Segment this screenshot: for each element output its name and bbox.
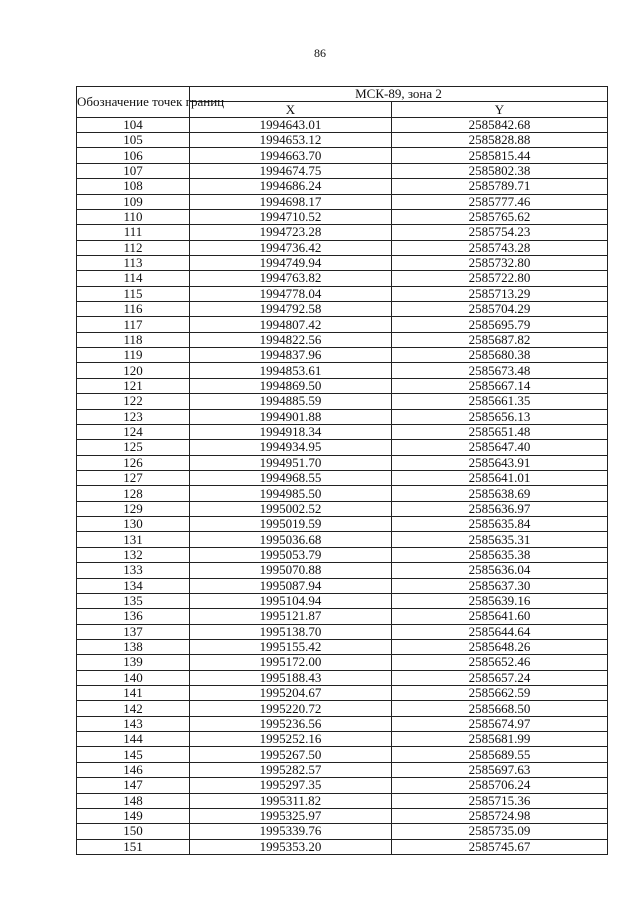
y-coordinate-cell: 2585638.69 xyxy=(392,486,608,501)
y-coordinate-cell: 2585674.97 xyxy=(392,716,608,731)
point-id-cell: 104 xyxy=(77,117,190,132)
y-coordinate-cell: 2585644.64 xyxy=(392,624,608,639)
y-coordinate-cell: 2585643.91 xyxy=(392,455,608,470)
table-header xyxy=(77,87,608,118)
point-id-cell: 119 xyxy=(77,348,190,363)
y-coordinate-cell: 2585656.13 xyxy=(392,409,608,424)
y-coordinate-cell: 2585754.23 xyxy=(392,225,608,240)
point-id-cell: 114 xyxy=(77,271,190,286)
y-coordinate-cell: 2585651.48 xyxy=(392,424,608,439)
point-id-cell: 136 xyxy=(77,609,190,624)
y-coordinate-cell: 2585715.36 xyxy=(392,793,608,808)
y-coordinate-cell: 2585735.09 xyxy=(392,824,608,839)
table-row xyxy=(77,470,608,485)
x-coordinate-cell: 1995339.76 xyxy=(190,824,392,839)
point-id-cell: 129 xyxy=(77,501,190,516)
x-coordinate-cell: 1994869.50 xyxy=(190,378,392,393)
point-id-cell: 128 xyxy=(77,486,190,501)
x-coordinate-cell: 1995220.72 xyxy=(190,701,392,716)
point-id-cell: 145 xyxy=(77,747,190,762)
x-coordinate-cell: 1995053.79 xyxy=(190,547,392,562)
x-coordinate-cell: 1995282.57 xyxy=(190,762,392,777)
y-column-header: Y xyxy=(392,102,608,117)
table-row xyxy=(77,117,608,132)
point-id-cell: 113 xyxy=(77,255,190,270)
table-row xyxy=(77,317,608,332)
page-number: 86 xyxy=(314,46,326,60)
point-id-cell: 149 xyxy=(77,808,190,823)
y-coordinate-cell: 2585815.44 xyxy=(392,148,608,163)
table-row xyxy=(77,547,608,562)
x-coordinate-cell: 1994853.61 xyxy=(190,363,392,378)
x-coordinate-cell: 1995104.94 xyxy=(190,593,392,608)
table-row xyxy=(77,686,608,701)
y-coordinate-cell: 2585697.63 xyxy=(392,762,608,777)
table-row xyxy=(77,363,608,378)
table-row xyxy=(77,486,608,501)
x-coordinate-cell: 1995172.00 xyxy=(190,655,392,670)
x-coordinate-cell: 1994968.55 xyxy=(190,470,392,485)
table-row xyxy=(77,286,608,301)
y-coordinate-cell: 2585689.55 xyxy=(392,747,608,762)
x-coordinate-cell: 1994698.17 xyxy=(190,194,392,209)
table-row xyxy=(77,778,608,793)
table-row xyxy=(77,179,608,194)
point-id-cell: 142 xyxy=(77,701,190,716)
point-id-cell: 134 xyxy=(77,578,190,593)
y-coordinate-cell: 2585789.71 xyxy=(392,179,608,194)
table-row xyxy=(77,194,608,209)
x-coordinate-cell: 1994822.56 xyxy=(190,332,392,347)
table-row xyxy=(77,440,608,455)
y-coordinate-cell: 2585636.04 xyxy=(392,563,608,578)
table-row xyxy=(77,762,608,777)
point-id-cell: 116 xyxy=(77,302,190,317)
point-id-cell: 107 xyxy=(77,163,190,178)
x-coordinate-cell: 1994674.75 xyxy=(190,163,392,178)
x-coordinate-cell: 1994885.59 xyxy=(190,394,392,409)
table-row xyxy=(77,624,608,639)
x-coordinate-cell: 1995188.43 xyxy=(190,670,392,685)
point-id-cell: 148 xyxy=(77,793,190,808)
point-id-cell: 122 xyxy=(77,394,190,409)
y-coordinate-cell: 2585641.01 xyxy=(392,470,608,485)
table-row xyxy=(77,501,608,516)
y-coordinate-cell: 2585641.60 xyxy=(392,609,608,624)
table-row xyxy=(77,578,608,593)
y-coordinate-cell: 2585647.40 xyxy=(392,440,608,455)
point-id-cell: 127 xyxy=(77,470,190,485)
table-row xyxy=(77,732,608,747)
table-row xyxy=(77,255,608,270)
coordinate-system-header: МСК-89, зона 2 xyxy=(190,87,608,102)
point-id-cell: 139 xyxy=(77,655,190,670)
x-coordinate-cell: 1994792.58 xyxy=(190,302,392,317)
x-coordinate-cell: 1995138.70 xyxy=(190,624,392,639)
y-coordinate-cell: 2585648.26 xyxy=(392,639,608,654)
y-coordinate-cell: 2585637.30 xyxy=(392,578,608,593)
y-coordinate-cell: 2585743.28 xyxy=(392,240,608,255)
table-row xyxy=(77,655,608,670)
point-id-cell: 110 xyxy=(77,209,190,224)
point-id-cell: 147 xyxy=(77,778,190,793)
x-coordinate-cell: 1995252.16 xyxy=(190,732,392,747)
point-id-cell: 123 xyxy=(77,409,190,424)
table-row xyxy=(77,639,608,654)
point-id-cell: 112 xyxy=(77,240,190,255)
point-id-cell: 144 xyxy=(77,732,190,747)
x-coordinate-cell: 1995155.42 xyxy=(190,639,392,654)
table-row xyxy=(77,225,608,240)
x-coordinate-cell: 1994778.04 xyxy=(190,286,392,301)
point-id-cell: 105 xyxy=(77,133,190,148)
x-coordinate-cell: 1995311.82 xyxy=(190,793,392,808)
point-id-cell: 132 xyxy=(77,547,190,562)
x-coordinate-cell: 1995087.94 xyxy=(190,578,392,593)
y-coordinate-cell: 2585802.38 xyxy=(392,163,608,178)
point-id-cell: 126 xyxy=(77,455,190,470)
y-coordinate-cell: 2585635.31 xyxy=(392,532,608,547)
x-coordinate-cell: 1994918.34 xyxy=(190,424,392,439)
x-coordinate-cell: 1994901.88 xyxy=(190,409,392,424)
point-id-cell: 146 xyxy=(77,762,190,777)
y-coordinate-cell: 2585662.59 xyxy=(392,686,608,701)
y-coordinate-cell: 2585704.29 xyxy=(392,302,608,317)
point-id-cell: 151 xyxy=(77,839,190,854)
point-id-cell: 143 xyxy=(77,716,190,731)
x-column-header: X xyxy=(190,102,392,117)
point-id-cell: 141 xyxy=(77,686,190,701)
x-coordinate-cell: 1995325.97 xyxy=(190,808,392,823)
y-coordinate-cell: 2585713.29 xyxy=(392,286,608,301)
table-row xyxy=(77,271,608,286)
table-row xyxy=(77,163,608,178)
point-id-cell: 138 xyxy=(77,639,190,654)
table-row xyxy=(77,716,608,731)
y-coordinate-cell: 2585842.68 xyxy=(392,117,608,132)
point-id-cell: 118 xyxy=(77,332,190,347)
y-coordinate-cell: 2585635.84 xyxy=(392,517,608,532)
x-coordinate-cell: 1994686.24 xyxy=(190,179,392,194)
x-coordinate-cell: 1994663.70 xyxy=(190,148,392,163)
x-coordinate-cell: 1994763.82 xyxy=(190,271,392,286)
table-row xyxy=(77,824,608,839)
point-id-cell: 131 xyxy=(77,532,190,547)
table-row xyxy=(77,133,608,148)
table-row xyxy=(77,563,608,578)
point-id-cell: 120 xyxy=(77,363,190,378)
y-coordinate-cell: 2585661.35 xyxy=(392,394,608,409)
table-row xyxy=(77,517,608,532)
table-row xyxy=(77,209,608,224)
y-coordinate-cell: 2585828.88 xyxy=(392,133,608,148)
y-coordinate-cell: 2585722.80 xyxy=(392,271,608,286)
x-coordinate-cell: 1994736.42 xyxy=(190,240,392,255)
x-coordinate-cell: 1994643.01 xyxy=(190,117,392,132)
table-row xyxy=(77,593,608,608)
table-row xyxy=(77,378,608,393)
table-body xyxy=(77,117,608,854)
y-coordinate-cell: 2585777.46 xyxy=(392,194,608,209)
y-coordinate-cell: 2585687.82 xyxy=(392,332,608,347)
x-coordinate-cell: 1995236.56 xyxy=(190,716,392,731)
point-id-cell: 106 xyxy=(77,148,190,163)
y-coordinate-cell: 2585668.50 xyxy=(392,701,608,716)
point-id-cell: 111 xyxy=(77,225,190,240)
y-coordinate-cell: 2585695.79 xyxy=(392,317,608,332)
point-id-cell: 137 xyxy=(77,624,190,639)
coordinates-table xyxy=(76,86,608,855)
table-row xyxy=(77,670,608,685)
x-coordinate-cell: 1995002.52 xyxy=(190,501,392,516)
y-coordinate-cell: 2585724.98 xyxy=(392,808,608,823)
table-row xyxy=(77,532,608,547)
point-label-header: Обозначение точек границ xyxy=(77,87,190,118)
table-row xyxy=(77,332,608,347)
table-row xyxy=(77,701,608,716)
y-coordinate-cell: 2585732.80 xyxy=(392,255,608,270)
table-row xyxy=(77,793,608,808)
point-id-cell: 150 xyxy=(77,824,190,839)
point-id-cell: 140 xyxy=(77,670,190,685)
x-coordinate-cell: 1994710.52 xyxy=(190,209,392,224)
point-id-cell: 133 xyxy=(77,563,190,578)
point-id-cell: 121 xyxy=(77,378,190,393)
y-coordinate-cell: 2585636.97 xyxy=(392,501,608,516)
point-id-cell: 108 xyxy=(77,179,190,194)
x-coordinate-cell: 1995267.50 xyxy=(190,747,392,762)
x-coordinate-cell: 1994837.96 xyxy=(190,348,392,363)
y-coordinate-cell: 2585681.99 xyxy=(392,732,608,747)
point-id-cell: 109 xyxy=(77,194,190,209)
x-coordinate-cell: 1995036.68 xyxy=(190,532,392,547)
table-row xyxy=(77,808,608,823)
x-coordinate-cell: 1995204.67 xyxy=(190,686,392,701)
table-row xyxy=(77,148,608,163)
y-coordinate-cell: 2585765.62 xyxy=(392,209,608,224)
table-row xyxy=(77,348,608,363)
y-coordinate-cell: 2585667.14 xyxy=(392,378,608,393)
x-coordinate-cell: 1995019.59 xyxy=(190,517,392,532)
point-id-cell: 124 xyxy=(77,424,190,439)
point-id-cell: 117 xyxy=(77,317,190,332)
point-id-cell: 130 xyxy=(77,517,190,532)
y-coordinate-cell: 2585635.38 xyxy=(392,547,608,562)
y-coordinate-cell: 2585652.46 xyxy=(392,655,608,670)
x-coordinate-cell: 1994985.50 xyxy=(190,486,392,501)
table-row xyxy=(77,455,608,470)
y-coordinate-cell: 2585657.24 xyxy=(392,670,608,685)
table-row xyxy=(77,609,608,624)
x-coordinate-cell: 1995297.35 xyxy=(190,778,392,793)
y-coordinate-cell: 2585680.38 xyxy=(392,348,608,363)
x-coordinate-cell: 1994653.12 xyxy=(190,133,392,148)
x-coordinate-cell: 1994934.95 xyxy=(190,440,392,455)
table-row xyxy=(77,424,608,439)
table-row xyxy=(77,302,608,317)
table-row xyxy=(77,409,608,424)
y-coordinate-cell: 2585639.16 xyxy=(392,593,608,608)
table-row xyxy=(77,394,608,409)
x-coordinate-cell: 1994749.94 xyxy=(190,255,392,270)
point-id-cell: 115 xyxy=(77,286,190,301)
y-coordinate-cell: 2585745.67 xyxy=(392,839,608,854)
table-row xyxy=(77,747,608,762)
table-row xyxy=(77,839,608,854)
x-coordinate-cell: 1995070.88 xyxy=(190,563,392,578)
point-id-cell: 135 xyxy=(77,593,190,608)
x-coordinate-cell: 1994807.42 xyxy=(190,317,392,332)
y-coordinate-cell: 2585706.24 xyxy=(392,778,608,793)
y-coordinate-cell: 2585673.48 xyxy=(392,363,608,378)
x-coordinate-cell: 1995353.20 xyxy=(190,839,392,854)
x-coordinate-cell: 1995121.87 xyxy=(190,609,392,624)
x-coordinate-cell: 1994951.70 xyxy=(190,455,392,470)
point-id-cell: 125 xyxy=(77,440,190,455)
table-row xyxy=(77,240,608,255)
x-coordinate-cell: 1994723.28 xyxy=(190,225,392,240)
